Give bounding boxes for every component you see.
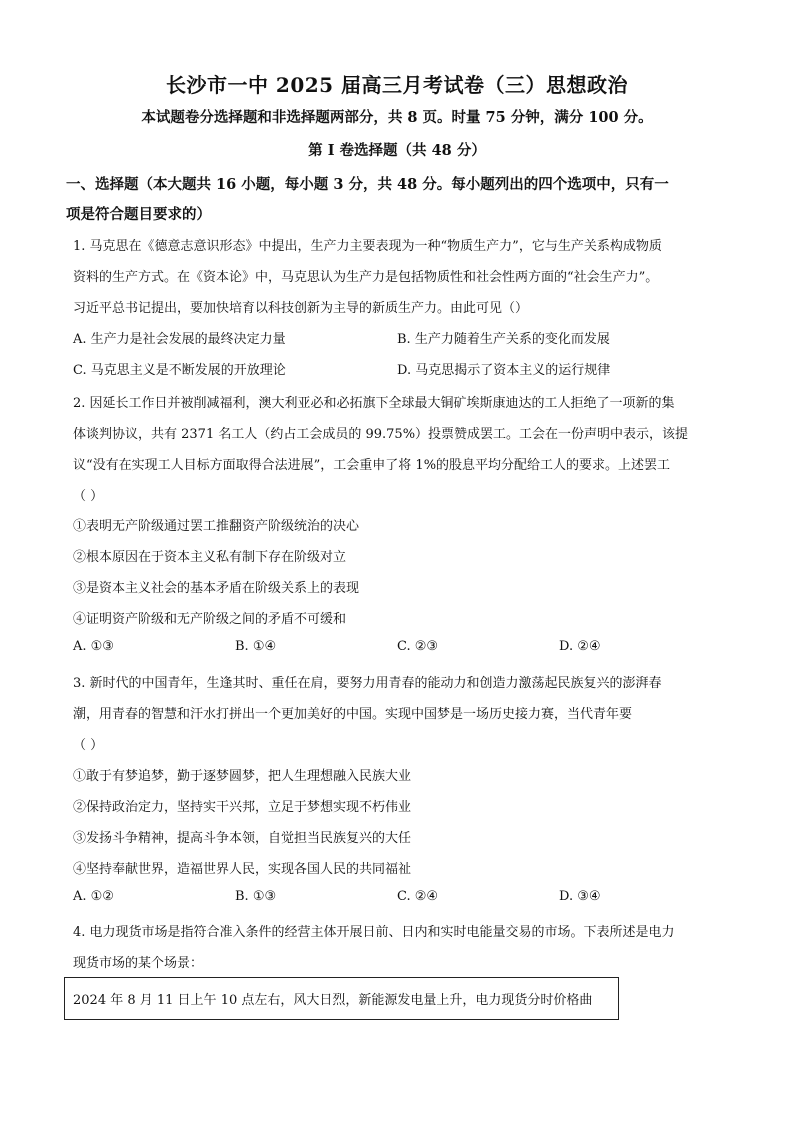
question-1-text: 1. 马克思在《德意志意识形态》中提出，生产力主要表现为一种“物质生产力”，它与生产关系构成物质 — [73, 239, 662, 254]
question-1-text: 习近平总书记提出，要加快培育以科技创新为主导的新质生产力。由此可见（） — [73, 301, 529, 316]
question-2-option-b: B. ①④ — [235, 639, 277, 654]
question-3-statement: ①敢于有梦追梦，勤于逐梦圆梦，把人生理想融入民族大业 — [73, 769, 412, 784]
question-2-text: 体谈判协议，共有 2371 名工人（约占工会成员的 99.75%）投票赞成罢工。工会在一份声明中表示，该提 — [73, 427, 689, 442]
question-3-option-b: B. ①③ — [235, 889, 277, 904]
question-3-blank: （ ） — [73, 738, 104, 753]
question-3-statement: ②保持政治定力，坚持实干兴邦，立足于梦想实现不朽伟业 — [73, 800, 412, 815]
question-3-option-c: C. ②④ — [397, 889, 439, 904]
question-4-text: 4. 电力现货市场是指符合准入条件的经营主体开展日前、日内和实时电能量交易的市场。下表所述是电力 — [73, 925, 675, 940]
question-2-statement: ④证明资产阶级和无产阶级之间的矛盾不可缓和 — [73, 612, 347, 627]
question-3-statement: ③发扬斗争精神，提高斗争本领，自觉担当民族复兴的大任 — [73, 831, 412, 846]
question-3-option-d: D. ③④ — [559, 889, 601, 904]
question-2-option-d: D. ②④ — [559, 639, 601, 654]
question-1-option-c: C. 马克思主义是不断发展的开放理论 — [73, 363, 286, 378]
question-3-text: 潮，用青春的智慧和汗水打拼出一个更加美好的中国。实现中国梦是一场历史接力赛，当代青年要 — [73, 707, 633, 722]
question-2-statement: ①表明无产阶级通过罢工推翻资产阶级统治的决心 — [73, 519, 360, 534]
question-2-statement: ③是资本主义社会的基本矛盾在阶级关系上的表现 — [73, 581, 360, 596]
scenario-table-box — [64, 977, 619, 1020]
question-1-option-d: D. 马克思揭示了资本主义的运行规律 — [397, 363, 611, 378]
question-3-text: 3. 新时代的中国青年，生逢其时、重任在肩，要努力用青春的能动力和创造力激荡起民族复兴的澎湃春 — [73, 676, 662, 691]
question-2-text: 2. 因延长工作日并被削减福利，澳大利亚必和必拓旗下全球最大铜矿埃斯康迪达的工人拒绝了一项新的集 — [73, 396, 675, 411]
question-1-text: 资料的生产方式。在《资本论》中，马克思认为生产力是包括物质性和社会性两方面的“社会生产力”。 — [73, 270, 659, 285]
question-1-option-b: B. 生产力随着生产关系的变化而发展 — [397, 332, 610, 347]
question-2-statement: ②根本原因在于资本主义私有制下存在阶级对立 — [73, 550, 347, 565]
question-3-option-a: A. ①② — [73, 889, 114, 904]
question-3-statement: ④坚持奉献世界，造福世界人民，实现各国人民的共同福祉 — [73, 862, 412, 877]
exam-title: 长沙市一中 2025 届高三月考试卷（三）思想政治 — [165, 73, 629, 97]
question-1-option-a: A. 生产力是社会发展的最终决定力量 — [73, 332, 286, 347]
question-2-blank: （ ） — [73, 489, 104, 504]
question-2-text: 议“没有在实现工人目标方面取得合法进展”，工会重申了将 1%的股息平均分配给工人的要求。上述罢工 — [73, 458, 671, 473]
scenario-text: 2024 年 8 月 11 日上午 10 点左右，风大日烈，新能源发电量上升，电力现货分时价格曲 — [73, 993, 593, 1008]
question-4-text: 现货市场的某个场景： — [73, 956, 204, 971]
exam-subtitle: 本试题卷分选择题和非选择题两部分，共 8 页。时量 75 分钟，满分 100 分。 — [141, 109, 653, 126]
question-2-option-a: A. ①③ — [73, 639, 114, 654]
question-2-option-c: C. ②③ — [397, 639, 439, 654]
section-heading: 第 I 卷选择题（共 48 分） — [308, 142, 486, 159]
instruction-line: 一、选择题（本大题共 16 小题，每小题 3 分，共 48 分。每小题列出的四个选项中，只有一 — [66, 176, 669, 193]
instruction-line: 项是符合题目要求的） — [66, 206, 211, 223]
